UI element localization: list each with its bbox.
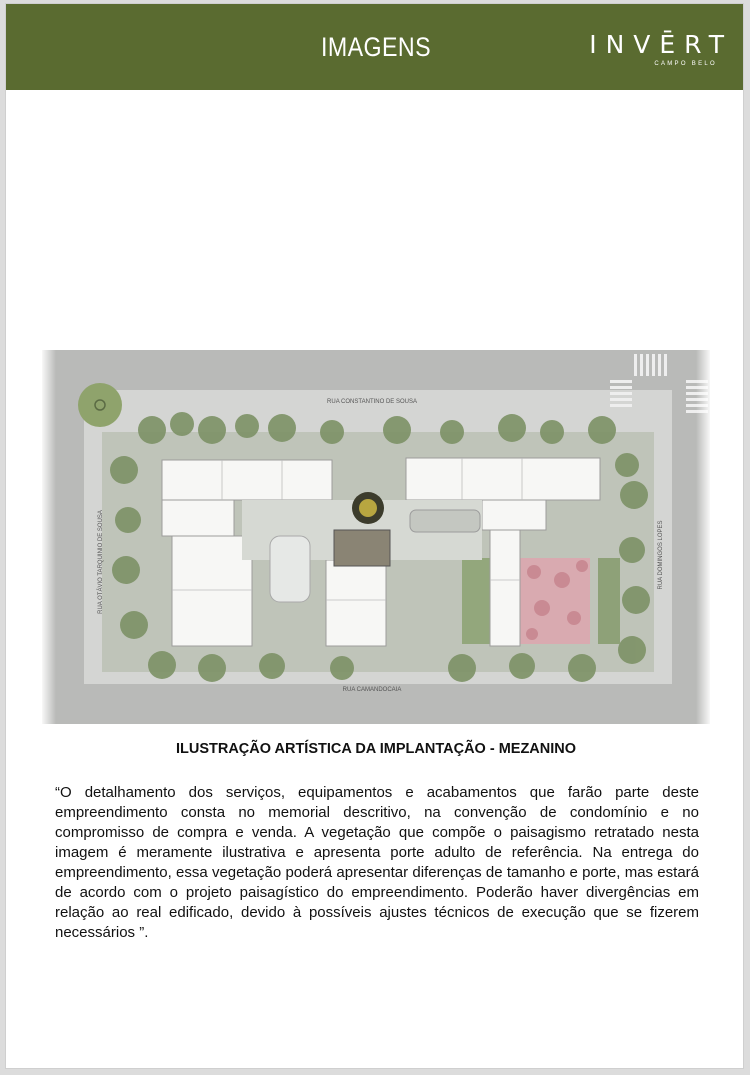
street-label-bottom: RUA CAMANDOCAIA [342,687,402,693]
street-label-right: RUA DOMINGOS LOPES [658,520,664,590]
logo-wordmark: INVĒRT [589,30,733,59]
page-title: IMAGENS [320,32,432,62]
site-plan-svg [42,350,710,724]
top-street [42,350,710,390]
pool [410,510,480,532]
image-caption: ILUSTRAÇÃO ARTÍSTICA DA IMPLANTAÇÃO - MEZANINO [175,741,577,757]
street-label-top: RUA CONSTANTINO DE SOUSA [327,399,417,405]
disclaimer-text: “O detalhamento dos serviços, equipamentos e acabamentos que farão parte deste empreendimento consta no memorial descritivo, na convenção de condomínio e no compromisso de compra e venda. A vegetação que compõe o paisagismo retratado nesta imagem é meramente ilustrativa e apresenta porte adulto de referência. Na entrega do empreendimento, essa vegetação poderá apresentar diferenças de tamanho e porte, mas estará de acordo com o projeto paisagístico do empreendimento. Poderão haver divergências em relação ao real edificado, devido à possíveis ajustes técnicos de execução que se fizerem necessários ”. [55,784,699,941]
roundabout-green [78,383,122,427]
document-page [5,3,744,1069]
site-plan-illustration [42,350,710,724]
garden-strip-right [598,558,620,644]
page-header [6,4,743,90]
logo-subtitle: CAMPO BELO [654,61,717,67]
brand-logo [583,32,733,67]
plaza-feature [270,536,310,602]
street-label-left: RUA OTÁVIO TARQUINIO DE SOUSA [98,510,104,614]
gourmet-area [334,530,390,566]
